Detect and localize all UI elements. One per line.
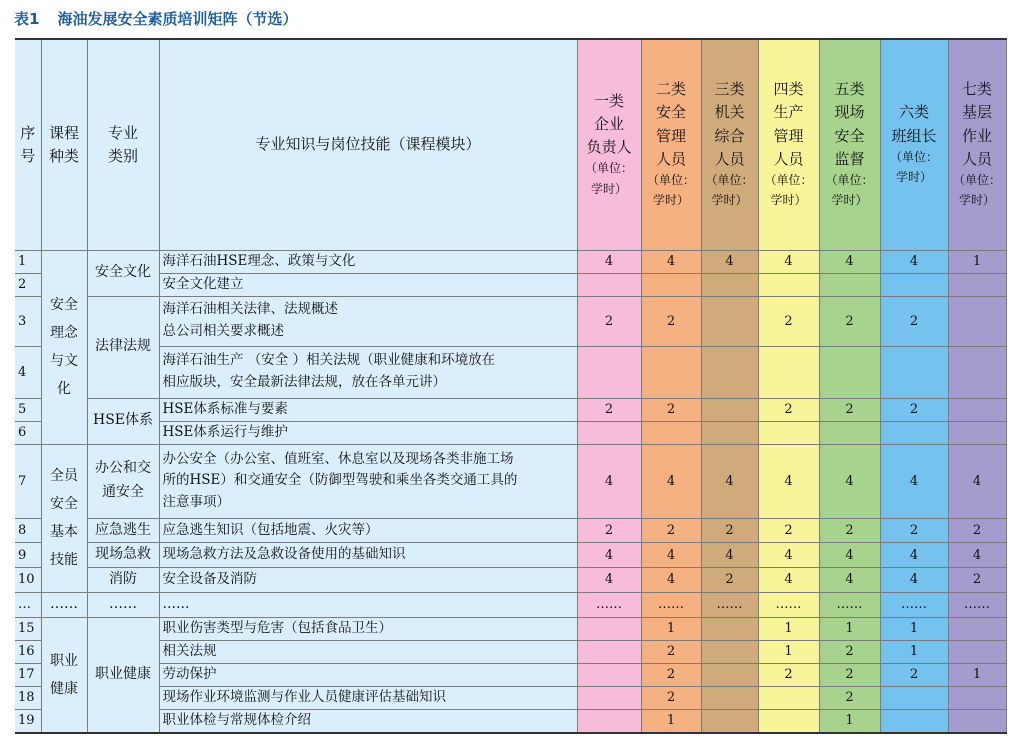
hours-cell: 2 — [641, 663, 701, 686]
table-row — [15, 444, 1006, 518]
hours-cell — [758, 346, 819, 398]
hours-cell: 2 — [948, 518, 1006, 543]
row-seq: 18 — [15, 686, 41, 709]
hours-cell: 2 — [758, 296, 819, 346]
header-seq: 序 号 — [15, 39, 41, 250]
module-cell: 海洋石油相关法律、法规概述 总公司相关要求概述 — [159, 296, 577, 346]
hours-cell — [758, 686, 819, 709]
hours-cell: 1 — [880, 640, 948, 663]
course-type-cell — [41, 617, 87, 733]
hours-cell — [819, 273, 880, 296]
hours-cell: 2 — [577, 398, 641, 421]
hours-cell — [577, 686, 641, 709]
header-role-3: 三类 机关 综合 人员 （单位： 学时） — [701, 39, 758, 250]
hours-cell: 1 — [948, 250, 1006, 273]
course-type-label: 职业健康 — [50, 652, 78, 697]
module-cell: 应急逃生知识（包括地震、火灾等） — [159, 518, 577, 543]
hours-cell: …… — [701, 592, 758, 617]
hours-cell: 4 — [880, 543, 948, 568]
hours-cell: …… — [819, 592, 880, 617]
hours-cell: 1 — [758, 617, 819, 640]
table-row — [15, 640, 1006, 663]
hours-cell — [948, 346, 1006, 398]
hours-cell — [701, 398, 758, 421]
hours-cell: …… — [758, 592, 819, 617]
hours-cell — [758, 273, 819, 296]
module-cell: 安全文化建立 — [159, 273, 577, 296]
hours-cell — [577, 663, 641, 686]
hours-cell: 4 — [577, 250, 641, 273]
hours-cell — [948, 617, 1006, 640]
hours-cell: 2 — [758, 663, 819, 686]
hours-cell: 4 — [577, 568, 641, 593]
hours-cell: 4 — [577, 543, 641, 568]
hours-cell — [577, 273, 641, 296]
hours-cell — [948, 398, 1006, 421]
hours-cell: …… — [948, 592, 1006, 617]
hours-cell: 4 — [641, 250, 701, 273]
hours-cell — [701, 346, 758, 398]
hours-cell: 4 — [758, 250, 819, 273]
hours-cell — [577, 617, 641, 640]
hours-cell: 4 — [948, 444, 1006, 518]
table-title: 海油发展安全素质培训矩阵（节选） — [57, 10, 298, 28]
hours-cell: 2 — [819, 663, 880, 686]
hours-cell: 1 — [758, 640, 819, 663]
hours-cell — [758, 709, 819, 733]
hours-cell — [701, 640, 758, 663]
hours-cell: 2 — [948, 568, 1006, 593]
row-seq: 1 — [15, 250, 41, 273]
hours-cell: 1 — [641, 709, 701, 733]
hours-cell: 4 — [819, 444, 880, 518]
header-role-4: 四类 生产 管理 人员 （单位： 学时） — [758, 39, 819, 250]
hours-cell: 2 — [577, 296, 641, 346]
hours-cell: 4 — [641, 444, 701, 518]
table-row — [15, 617, 1006, 640]
hours-cell: 2 — [758, 518, 819, 543]
hours-cell: …… — [577, 592, 641, 617]
hours-cell: 4 — [641, 543, 701, 568]
category-cell: …… — [87, 592, 159, 617]
header-category: 专业 类别 — [87, 39, 159, 250]
hours-cell: 4 — [758, 444, 819, 518]
hours-cell — [819, 421, 880, 444]
hours-cell — [948, 709, 1006, 733]
hours-cell: 2 — [641, 398, 701, 421]
row-seq: 19 — [15, 709, 41, 733]
hours-cell: 4 — [819, 250, 880, 273]
row-seq: 8 — [15, 518, 41, 543]
table-number: 表1 — [14, 10, 40, 28]
module-cell: HSE体系标准与要素 — [159, 398, 577, 421]
hours-cell: 4 — [701, 250, 758, 273]
hours-cell — [880, 273, 948, 296]
row-seq: 15 — [15, 617, 41, 640]
row-seq: … — [15, 592, 41, 617]
row-seq: 7 — [15, 444, 41, 518]
hours-cell — [819, 346, 880, 398]
table-row — [15, 250, 1006, 273]
hours-cell: 4 — [641, 568, 701, 593]
category-cell: 安全文化 — [87, 250, 159, 296]
hours-cell: 4 — [880, 250, 948, 273]
hours-cell — [701, 273, 758, 296]
category-cell: 办公和交通安全 — [87, 444, 159, 518]
hours-cell — [701, 617, 758, 640]
table-row — [15, 398, 1006, 421]
hours-cell — [758, 421, 819, 444]
hours-cell — [948, 296, 1006, 346]
hours-cell: 2 — [641, 686, 701, 709]
hours-cell — [577, 346, 641, 398]
row-seq: 4 — [15, 346, 41, 398]
course-type-cell — [41, 444, 87, 592]
hours-cell: 1 — [819, 709, 880, 733]
category-cell: 消防 — [87, 568, 159, 593]
hours-cell — [880, 709, 948, 733]
row-seq: 5 — [15, 398, 41, 421]
table-row — [15, 686, 1006, 709]
hours-cell: 2 — [577, 518, 641, 543]
row-seq: 9 — [15, 543, 41, 568]
hours-cell: 2 — [880, 398, 948, 421]
hours-cell — [577, 640, 641, 663]
hours-cell: 4 — [880, 444, 948, 518]
hours-cell: 4 — [819, 568, 880, 593]
hours-cell: 1 — [948, 663, 1006, 686]
hours-cell: 1 — [641, 617, 701, 640]
hours-cell: 2 — [641, 640, 701, 663]
hours-cell — [948, 686, 1006, 709]
hours-cell: 2 — [819, 296, 880, 346]
course-type-cell: …… — [41, 592, 87, 617]
hours-cell: 2 — [819, 686, 880, 709]
hours-cell: 4 — [577, 444, 641, 518]
hours-cell — [948, 640, 1006, 663]
module-cell: 职业体检与常规体检介绍 — [159, 709, 577, 733]
hours-cell: 2 — [819, 398, 880, 421]
row-seq: 10 — [15, 568, 41, 593]
hours-cell: 2 — [641, 518, 701, 543]
hours-cell: 2 — [819, 640, 880, 663]
hours-cell — [577, 709, 641, 733]
row-seq: 6 — [15, 421, 41, 444]
hours-cell: 1 — [880, 617, 948, 640]
table-row — [15, 568, 1006, 593]
hours-cell: …… — [880, 592, 948, 617]
hours-cell: 2 — [701, 568, 758, 593]
category-cell: 现场急救 — [87, 543, 159, 568]
header-role-6: 六类 班组长 （单位： 学时） — [880, 39, 948, 250]
course-type-label: 安全理念与文化 — [50, 297, 78, 397]
table-row — [15, 296, 1006, 346]
table-row — [15, 543, 1006, 568]
module-cell: 职业伤害类型与危害（包括食品卫生） — [159, 617, 577, 640]
table-row — [15, 709, 1006, 733]
header-module: 专业知识与岗位技能（课程模块） — [159, 39, 577, 250]
row-seq: 16 — [15, 640, 41, 663]
module-cell: 现场作业环境监测与作业人员健康评估基础知识 — [159, 686, 577, 709]
course-type-cell — [41, 250, 87, 444]
hours-cell: 2 — [880, 663, 948, 686]
hours-cell — [880, 686, 948, 709]
header-course-type: 课程 种类 — [41, 39, 87, 250]
module-cell: 安全设备及消防 — [159, 568, 577, 593]
table-row — [15, 346, 1006, 398]
hours-cell: 2 — [641, 296, 701, 346]
hours-cell — [880, 346, 948, 398]
hours-cell: 4 — [701, 543, 758, 568]
hours-cell: 4 — [758, 543, 819, 568]
table-caption — [14, 8, 297, 29]
header-role-5: 五类 现场 安全 监督 （单位： 学时） — [819, 39, 880, 250]
hours-cell: 4 — [880, 568, 948, 593]
module-cell: 海洋石油HSE理念、政策与文化 — [159, 250, 577, 273]
hours-cell — [701, 296, 758, 346]
hours-cell: 2 — [880, 296, 948, 346]
module-cell: …… — [159, 592, 577, 617]
hours-cell: 2 — [880, 518, 948, 543]
hours-cell — [701, 663, 758, 686]
module-cell: 劳动保护 — [159, 663, 577, 686]
table-row — [15, 518, 1006, 543]
hours-cell — [701, 709, 758, 733]
category-cell: 法律法规 — [87, 296, 159, 398]
module-cell: HSE体系运行与维护 — [159, 421, 577, 444]
hours-cell: 2 — [819, 518, 880, 543]
category-cell: HSE体系 — [87, 398, 159, 444]
module-cell: 相关法规 — [159, 640, 577, 663]
hours-cell: 2 — [701, 518, 758, 543]
hours-cell — [948, 273, 1006, 296]
header-role-1: 一类 企业 负责人 （单位： 学时） — [577, 39, 641, 250]
row-seq: 17 — [15, 663, 41, 686]
category-cell: 应急逃生 — [87, 518, 159, 543]
module-cell: 海洋石油生产 （安全 ）相关法规（职业健康和环境放在 相应版块，安全最新法律法规，放在各单元讲） — [159, 346, 577, 398]
table-row — [15, 592, 1006, 617]
header-role-7: 七类 基层 作业 人员 （单位： 学时） — [948, 39, 1006, 250]
course-type-label: 全员安全基本技能 — [50, 468, 78, 569]
hours-cell: 4 — [948, 543, 1006, 568]
hours-cell: 1 — [819, 617, 880, 640]
hours-cell: 4 — [701, 444, 758, 518]
hours-cell — [641, 273, 701, 296]
hours-cell — [701, 686, 758, 709]
hours-cell — [880, 421, 948, 444]
table-row — [15, 421, 1006, 444]
hours-cell: 4 — [819, 543, 880, 568]
module-cell: 办公安全（办公室、值班室、休息室以及现场各类非施工场 所的HSE）和交通安全（防御型驾驶和乘坐各类交通工具的 注意事项） — [159, 444, 577, 518]
row-seq: 2 — [15, 273, 41, 296]
hours-cell — [948, 421, 1006, 444]
training-matrix-table — [15, 38, 1007, 734]
category-cell: 职业健康 — [87, 617, 159, 733]
row-seq: 3 — [15, 296, 41, 346]
hours-cell: 2 — [758, 398, 819, 421]
module-cell: 现场急救方法及急救设备使用的基础知识 — [159, 543, 577, 568]
hours-cell — [577, 421, 641, 444]
hours-cell — [641, 421, 701, 444]
hours-cell: …… — [641, 592, 701, 617]
hours-cell — [641, 346, 701, 398]
header-role-2: 二类 安全 管理 人员 （单位： 学时） — [641, 39, 701, 250]
table-row — [15, 663, 1006, 686]
hours-cell: 4 — [758, 568, 819, 593]
table-row — [15, 273, 1006, 296]
hours-cell — [701, 421, 758, 444]
